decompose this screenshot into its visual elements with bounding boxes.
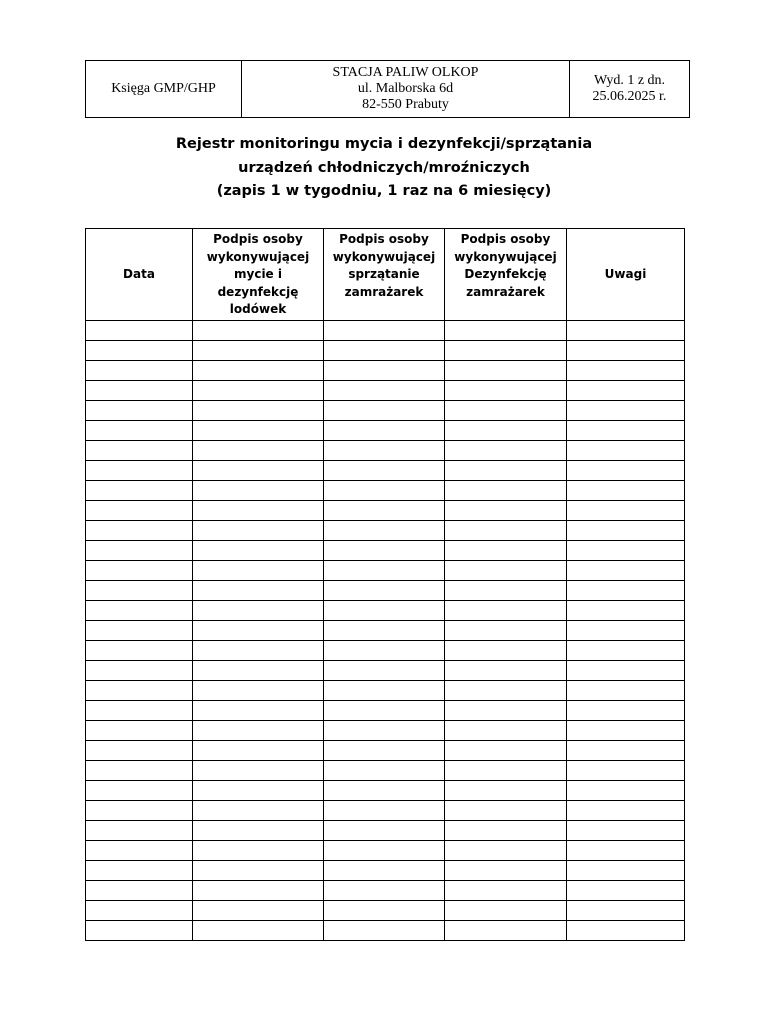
table-cell[interactable] — [193, 501, 324, 521]
header-line: dezynfekcję — [217, 284, 299, 299]
table-cell[interactable] — [193, 321, 324, 341]
table-cell[interactable] — [324, 361, 445, 381]
company-name: STACJA PALIW OLKOP — [332, 65, 479, 80]
table-cell[interactable] — [445, 441, 567, 461]
header-line: wykonywującej — [332, 249, 436, 264]
table-cell[interactable] — [193, 601, 324, 621]
table-cell[interactable] — [567, 481, 685, 501]
table-cell[interactable] — [324, 661, 445, 681]
table-cell[interactable] — [324, 621, 445, 641]
table-cell[interactable] — [324, 701, 445, 721]
table-cell[interactable] — [193, 881, 324, 901]
table-cell[interactable] — [445, 321, 567, 341]
table-cell[interactable] — [193, 701, 324, 721]
table-cell[interactable] — [324, 501, 445, 521]
table-cell[interactable] — [86, 901, 193, 921]
table-cell[interactable] — [193, 421, 324, 441]
table-cell[interactable] — [445, 501, 567, 521]
table-cell[interactable] — [193, 801, 324, 821]
register-table-body — [86, 321, 685, 941]
table-cell[interactable] — [324, 901, 445, 921]
book-name: Księga GMP/GHP — [111, 81, 216, 96]
table-cell[interactable] — [445, 861, 567, 881]
table-cell[interactable] — [445, 801, 567, 821]
table-cell[interactable] — [445, 381, 567, 401]
page-title — [85, 133, 683, 204]
table-cell[interactable] — [193, 461, 324, 481]
column-header-notes — [567, 229, 685, 321]
column-header-date — [86, 229, 193, 321]
table-row — [86, 521, 685, 541]
table-cell[interactable] — [445, 841, 567, 861]
table-row — [86, 681, 685, 701]
table-row — [86, 721, 685, 741]
table-cell[interactable] — [86, 641, 193, 661]
column-header-freezer-disinfection-signature — [445, 229, 567, 321]
register-table — [85, 228, 685, 941]
header-line: Podpis osoby — [460, 232, 551, 246]
table-cell[interactable] — [324, 721, 445, 741]
header-line: wykonywującej — [454, 249, 557, 264]
table-cell[interactable] — [445, 401, 567, 421]
table-cell[interactable] — [324, 881, 445, 901]
header-line: Podpis osoby — [339, 232, 429, 246]
table-row — [86, 621, 685, 641]
table-row — [86, 801, 685, 821]
table-cell[interactable] — [193, 681, 324, 701]
table-cell[interactable] — [567, 441, 685, 461]
table-cell[interactable] — [445, 461, 567, 481]
table-row — [86, 881, 685, 901]
table-cell[interactable] — [86, 381, 193, 401]
table-row — [86, 381, 685, 401]
table-cell[interactable] — [567, 801, 685, 821]
header-line: mycie i — [234, 267, 282, 281]
table-cell[interactable] — [193, 761, 324, 781]
table-cell[interactable] — [445, 521, 567, 541]
table-cell[interactable] — [567, 821, 685, 841]
edition-cell — [570, 61, 690, 118]
table-row — [86, 661, 685, 681]
table-cell[interactable] — [86, 361, 193, 381]
table-cell[interactable] — [86, 501, 193, 521]
table-cell[interactable] — [445, 901, 567, 921]
table-cell[interactable] — [86, 741, 193, 761]
table-cell[interactable] — [86, 881, 193, 901]
table-cell[interactable] — [193, 481, 324, 501]
table-cell[interactable] — [567, 701, 685, 721]
table-cell[interactable] — [324, 381, 445, 401]
table-cell[interactable] — [445, 481, 567, 501]
table-cell[interactable] — [445, 561, 567, 581]
table-cell[interactable] — [567, 321, 685, 341]
table-cell[interactable] — [86, 721, 193, 741]
table-cell[interactable] — [567, 341, 685, 361]
table-cell[interactable] — [86, 841, 193, 861]
table-cell[interactable] — [567, 601, 685, 621]
column-header-fridge-cleaning-signature — [193, 229, 324, 321]
table-cell[interactable] — [324, 441, 445, 461]
table-cell[interactable] — [193, 641, 324, 661]
header-line: lodówek — [229, 302, 287, 316]
table-cell[interactable] — [445, 541, 567, 561]
table-cell[interactable] — [193, 661, 324, 681]
table-row — [86, 761, 685, 781]
table-cell[interactable] — [324, 321, 445, 341]
table-cell[interactable] — [567, 541, 685, 561]
table-cell[interactable] — [193, 561, 324, 581]
table-row — [86, 561, 685, 581]
table-row — [86, 361, 685, 381]
table-cell[interactable] — [193, 901, 324, 921]
table-cell[interactable] — [86, 461, 193, 481]
table-cell[interactable] — [324, 841, 445, 861]
table-cell[interactable] — [86, 701, 193, 721]
company-city: 82-550 Prabuty — [362, 97, 449, 112]
table-header-row — [86, 229, 685, 321]
table-cell[interactable] — [86, 321, 193, 341]
table-cell[interactable] — [86, 341, 193, 361]
header-line: wykonywującej — [206, 249, 310, 264]
table-cell[interactable] — [193, 781, 324, 801]
table-cell[interactable] — [86, 821, 193, 841]
table-cell[interactable] — [324, 541, 445, 561]
title-line-3: (zapis 1 w tygodniu, 1 raz na 6 miesięcy) — [216, 183, 552, 199]
table-cell[interactable] — [567, 721, 685, 741]
table-cell[interactable] — [324, 561, 445, 581]
table-row — [86, 441, 685, 461]
table-cell[interactable] — [324, 821, 445, 841]
header-line: Dezynfekcję — [464, 267, 547, 281]
table-cell[interactable] — [86, 601, 193, 621]
table-cell[interactable] — [324, 781, 445, 801]
table-cell[interactable] — [567, 521, 685, 541]
title-line-1: Rejestr monitoringu mycia i dezynfekcji/sprzątania — [175, 136, 593, 152]
table-cell[interactable] — [86, 661, 193, 681]
table-row — [86, 581, 685, 601]
table-cell[interactable] — [193, 721, 324, 741]
table-cell[interactable] — [567, 761, 685, 781]
table-cell[interactable] — [86, 481, 193, 501]
table-cell[interactable] — [193, 441, 324, 461]
table-cell[interactable] — [86, 921, 193, 941]
table-row — [86, 541, 685, 561]
table-cell[interactable] — [324, 481, 445, 501]
table-cell[interactable] — [445, 641, 567, 661]
table-cell[interactable] — [567, 881, 685, 901]
table-cell[interactable] — [193, 401, 324, 421]
edition-date: 25.06.2025 r. — [592, 89, 667, 104]
table-cell[interactable] — [193, 381, 324, 401]
table-row — [86, 821, 685, 841]
table-cell[interactable] — [324, 741, 445, 761]
header-line: sprzątanie — [348, 267, 420, 281]
table-cell[interactable] — [445, 681, 567, 701]
table-cell[interactable] — [86, 781, 193, 801]
table-cell[interactable] — [86, 801, 193, 821]
table-cell[interactable] — [445, 881, 567, 901]
table-cell[interactable] — [445, 581, 567, 601]
table-cell[interactable] — [193, 861, 324, 881]
column-header-date-text: Data — [123, 266, 155, 281]
table-cell[interactable] — [324, 461, 445, 481]
table-cell[interactable] — [324, 681, 445, 701]
table-cell[interactable] — [445, 741, 567, 761]
table-cell[interactable] — [86, 441, 193, 461]
table-cell[interactable] — [324, 421, 445, 441]
table-cell[interactable] — [86, 761, 193, 781]
table-cell[interactable] — [567, 741, 685, 761]
table-cell[interactable] — [567, 841, 685, 861]
table-cell[interactable] — [193, 841, 324, 861]
table-cell[interactable] — [445, 781, 567, 801]
table-cell[interactable] — [567, 421, 685, 441]
table-cell[interactable] — [445, 361, 567, 381]
table-cell[interactable] — [193, 741, 324, 761]
table-row — [86, 701, 685, 721]
table-cell[interactable] — [567, 661, 685, 681]
table-cell[interactable] — [86, 401, 193, 421]
table-cell[interactable] — [193, 621, 324, 641]
table-cell[interactable] — [445, 621, 567, 641]
table-cell[interactable] — [86, 521, 193, 541]
table-cell[interactable] — [86, 581, 193, 601]
table-cell[interactable] — [193, 521, 324, 541]
edition-label: Wyd. 1 z dn. — [593, 73, 666, 88]
table-cell[interactable] — [445, 921, 567, 941]
table-cell[interactable] — [193, 821, 324, 841]
table-cell[interactable] — [86, 621, 193, 641]
company-street: ul. Malborska 6d — [357, 81, 454, 96]
table-cell[interactable] — [193, 581, 324, 601]
table-row — [86, 861, 685, 881]
table-cell[interactable] — [567, 561, 685, 581]
table-cell[interactable] — [567, 901, 685, 921]
table-row — [86, 921, 685, 941]
table-cell[interactable] — [567, 381, 685, 401]
title-line-2: urządzeń chłodniczych/mroźniczych — [238, 159, 530, 176]
table-row — [86, 321, 685, 341]
table-row — [86, 461, 685, 481]
table-row — [86, 901, 685, 921]
header-line: zamrażarek — [466, 284, 545, 299]
table-row — [86, 421, 685, 441]
table-row — [86, 481, 685, 501]
table-cell[interactable] — [567, 861, 685, 881]
table-cell[interactable] — [86, 561, 193, 581]
table-cell[interactable] — [324, 401, 445, 421]
table-row — [86, 401, 685, 421]
table-cell[interactable] — [86, 541, 193, 561]
table-cell[interactable] — [567, 581, 685, 601]
table-cell[interactable] — [445, 821, 567, 841]
table-cell[interactable] — [567, 921, 685, 941]
table-row — [86, 781, 685, 801]
table-cell[interactable] — [567, 361, 685, 381]
table-cell[interactable] — [324, 921, 445, 941]
table-cell[interactable] — [324, 521, 445, 541]
table-cell[interactable] — [86, 421, 193, 441]
table-cell[interactable] — [324, 861, 445, 881]
table-cell[interactable] — [324, 341, 445, 361]
table-row — [86, 741, 685, 761]
table-cell[interactable] — [193, 541, 324, 561]
table-cell[interactable] — [567, 621, 685, 641]
header-line: zamrażarek — [344, 284, 424, 299]
table-cell[interactable] — [445, 421, 567, 441]
table-cell[interactable] — [193, 341, 324, 361]
table-row — [86, 641, 685, 661]
table-cell[interactable] — [445, 341, 567, 361]
company-cell — [242, 61, 570, 118]
table-cell[interactable] — [324, 601, 445, 621]
table-cell[interactable] — [445, 661, 567, 681]
table-cell[interactable] — [324, 641, 445, 661]
table-row — [86, 501, 685, 521]
table-cell[interactable] — [567, 641, 685, 661]
header-line: Podpis osoby — [213, 232, 303, 246]
table-cell[interactable] — [567, 501, 685, 521]
column-header-freezer-cleaning-signature — [324, 229, 445, 321]
table-cell[interactable] — [567, 461, 685, 481]
table-row — [86, 341, 685, 361]
table-cell[interactable] — [324, 581, 445, 601]
table-cell[interactable] — [445, 761, 567, 781]
table-cell[interactable] — [193, 361, 324, 381]
table-cell[interactable] — [567, 781, 685, 801]
table-row — [86, 601, 685, 621]
table-row — [86, 841, 685, 861]
document-header — [85, 60, 690, 118]
table-cell[interactable] — [193, 921, 324, 941]
table-cell[interactable] — [445, 721, 567, 741]
column-header-notes-text: Uwagi — [604, 266, 647, 281]
table-cell[interactable] — [324, 761, 445, 781]
table-cell[interactable] — [445, 701, 567, 721]
table-cell[interactable] — [86, 861, 193, 881]
table-cell[interactable] — [86, 681, 193, 701]
book-name-cell — [86, 61, 242, 118]
table-cell[interactable] — [324, 801, 445, 821]
table-cell[interactable] — [567, 681, 685, 701]
table-cell[interactable] — [567, 401, 685, 421]
table-cell[interactable] — [445, 601, 567, 621]
